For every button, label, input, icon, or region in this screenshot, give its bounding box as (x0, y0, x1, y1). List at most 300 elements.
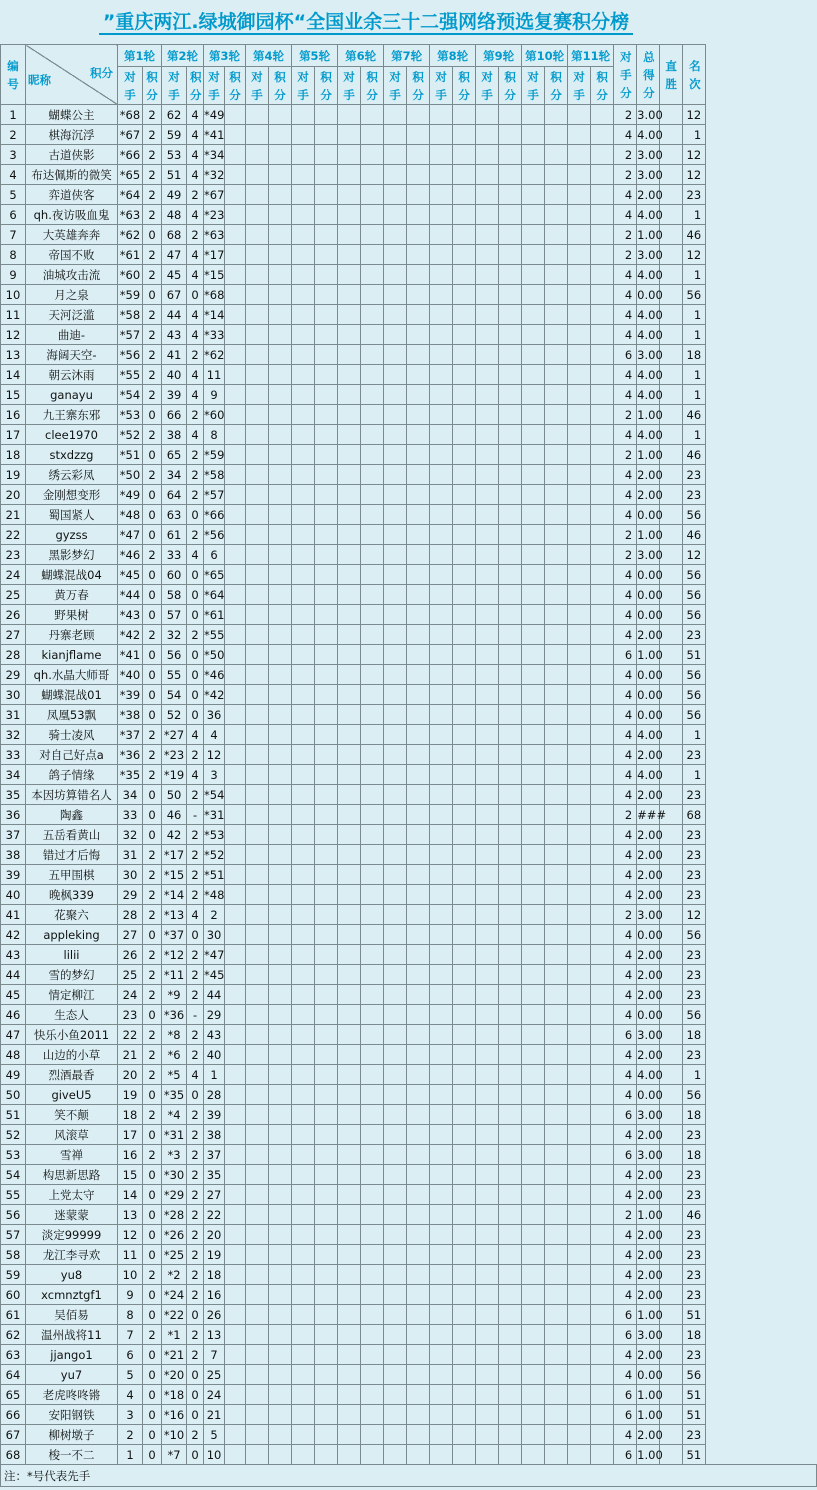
empty-cell (315, 805, 338, 825)
total-score: 3.00 (637, 165, 660, 185)
empty-cell (430, 505, 453, 525)
r2-opponent: *30 (162, 1165, 187, 1185)
empty-cell (407, 1245, 430, 1265)
table-row (1, 745, 817, 765)
r2-opponent: 47 (162, 245, 187, 265)
empty-cell (453, 1325, 476, 1345)
r3-opponent: *34 (204, 145, 225, 165)
empty-cell (246, 325, 269, 345)
empty-cell (522, 785, 545, 805)
empty-cell (568, 1025, 591, 1045)
table-row (1, 1285, 817, 1305)
r1-opponent: 23 (118, 1005, 143, 1025)
empty-cell (292, 145, 315, 165)
row-number: 6 (1, 205, 26, 225)
r3-opponent: 8 (204, 425, 225, 445)
table-row (1, 205, 817, 225)
empty-cell (407, 745, 430, 765)
empty-cell (499, 925, 522, 945)
empty-cell (292, 1185, 315, 1205)
r2-opponent: *11 (162, 965, 187, 985)
empty-cell (246, 1005, 269, 1025)
empty-cell (430, 205, 453, 225)
r1-points: 2 (143, 345, 162, 365)
empty-cell (453, 645, 476, 665)
head-to-head (660, 925, 683, 945)
empty-cell (384, 345, 407, 365)
empty-cell (499, 165, 522, 185)
empty-cell (591, 245, 614, 265)
empty-cell (430, 1105, 453, 1125)
empty-cell (269, 285, 292, 305)
empty-cell (225, 445, 246, 465)
r2-opponent: *15 (162, 865, 187, 885)
empty-cell (476, 1345, 499, 1365)
r2-points: 2 (187, 225, 204, 245)
nickname: 迷蒙蒙 (26, 1205, 118, 1225)
empty-cell (315, 1305, 338, 1325)
empty-cell (361, 1085, 384, 1105)
empty-cell (568, 1305, 591, 1325)
empty-cell (522, 1045, 545, 1065)
rank: 56 (683, 685, 706, 705)
empty-cell (545, 725, 568, 745)
row-number: 36 (1, 805, 26, 825)
r2-opponent: *10 (162, 1425, 187, 1445)
rank: 56 (683, 505, 706, 525)
empty-cell (545, 1205, 568, 1225)
empty-cell (568, 365, 591, 385)
empty-cell (246, 585, 269, 605)
rank: 23 (683, 1185, 706, 1205)
opponent-score: 6 (614, 345, 637, 365)
empty-cell (384, 245, 407, 265)
empty-cell (361, 305, 384, 325)
r3-opponent: 4 (204, 725, 225, 745)
empty-cell (591, 425, 614, 445)
empty-cell (384, 365, 407, 385)
empty-cell (568, 805, 591, 825)
empty-cell (430, 1045, 453, 1065)
r1-opponent: 10 (118, 1265, 143, 1285)
empty-cell (315, 885, 338, 905)
empty-cell (430, 1345, 453, 1365)
empty-cell (338, 865, 361, 885)
r1-opponent: 17 (118, 1125, 143, 1145)
opponent-score: 4 (614, 505, 637, 525)
total-score: 3.00 (637, 245, 660, 265)
empty-cell (225, 625, 246, 645)
r1-opponent: *43 (118, 605, 143, 625)
empty-cell (269, 1345, 292, 1365)
head-to-head (660, 885, 683, 905)
r3-opponent: 10 (204, 1445, 225, 1465)
rank: 23 (683, 1225, 706, 1245)
r2-points: 2 (187, 965, 204, 985)
empty-cell (545, 1065, 568, 1085)
empty-cell (292, 1305, 315, 1325)
r2-opponent: 63 (162, 505, 187, 525)
empty-cell (591, 625, 614, 645)
empty-cell (453, 725, 476, 745)
empty-cell (246, 145, 269, 165)
empty-cell (591, 1225, 614, 1245)
empty-cell (315, 1365, 338, 1385)
empty-cell (476, 645, 499, 665)
empty-cell (591, 485, 614, 505)
r1-points: 0 (143, 485, 162, 505)
empty-cell (407, 1105, 430, 1125)
empty-cell (338, 325, 361, 345)
empty-cell (269, 945, 292, 965)
r1-opponent: *46 (118, 545, 143, 565)
r1-points: 2 (143, 845, 162, 865)
empty-cell (225, 1165, 246, 1185)
empty-cell (407, 1325, 430, 1345)
empty-cell (476, 1425, 499, 1445)
empty-cell (246, 1245, 269, 1265)
empty-cell (591, 545, 614, 565)
head-to-head (660, 525, 683, 545)
empty-cell (225, 1305, 246, 1325)
empty-cell (545, 285, 568, 305)
opponent-score: 2 (614, 805, 637, 825)
opponent-score: 6 (614, 1385, 637, 1405)
nickname: 烈酒最香 (26, 1065, 118, 1085)
total-score: 3.00 (637, 1025, 660, 1045)
empty-cell (453, 845, 476, 865)
r2-points: 0 (187, 705, 204, 725)
empty-cell (361, 325, 384, 345)
table-row (1, 1065, 817, 1085)
empty-cell (269, 385, 292, 405)
empty-cell (476, 1065, 499, 1085)
empty-cell (522, 1325, 545, 1345)
empty-cell (225, 325, 246, 345)
head-to-head (660, 1445, 683, 1465)
empty-cell (269, 745, 292, 765)
rank: 1 (683, 765, 706, 785)
r2-opponent: 48 (162, 205, 187, 225)
empty-cell (384, 265, 407, 285)
empty-cell (292, 465, 315, 485)
empty-cell (453, 1105, 476, 1125)
r3-opponent: 13 (204, 1325, 225, 1345)
points-subheader: 积分 (453, 67, 476, 105)
empty-cell (453, 485, 476, 505)
r2-opponent: *23 (162, 745, 187, 765)
r2-points: 2 (187, 1425, 204, 1445)
opponent-subheader: 对手 (246, 67, 269, 105)
empty-cell (545, 1285, 568, 1305)
empty-cell (315, 385, 338, 405)
empty-cell (384, 305, 407, 325)
empty-cell (361, 165, 384, 185)
empty-cell (246, 265, 269, 285)
empty-cell (269, 1425, 292, 1445)
empty-cell (269, 325, 292, 345)
opponent-score: 2 (614, 105, 637, 125)
empty-cell (361, 1245, 384, 1265)
total-score: 1.00 (637, 225, 660, 245)
header-number: 编号 (1, 45, 26, 105)
empty-cell (591, 365, 614, 385)
empty-cell (225, 1225, 246, 1245)
empty-cell (568, 905, 591, 925)
row-number: 25 (1, 585, 26, 605)
r2-opponent: 38 (162, 425, 187, 445)
nickname: 山边的小草 (26, 1045, 118, 1065)
empty-cell (591, 345, 614, 365)
empty-cell (453, 665, 476, 685)
r2-points: 2 (187, 1265, 204, 1285)
empty-cell (407, 1185, 430, 1205)
r2-opponent: 46 (162, 805, 187, 825)
r3-opponent: *56 (204, 525, 225, 545)
empty-cell (453, 1445, 476, 1465)
empty-cell (476, 185, 499, 205)
head-to-head (660, 1305, 683, 1325)
empty-cell (430, 825, 453, 845)
empty-cell (384, 485, 407, 505)
empty-cell (225, 525, 246, 545)
empty-cell (225, 1385, 246, 1405)
r1-points: 0 (143, 525, 162, 545)
empty-cell (453, 285, 476, 305)
empty-cell (545, 1345, 568, 1365)
empty-cell (476, 865, 499, 885)
empty-cell (568, 625, 591, 645)
r1-opponent: 15 (118, 1165, 143, 1185)
empty-cell (591, 525, 614, 545)
empty-cell (225, 1045, 246, 1065)
table-row (1, 945, 817, 965)
table-row (1, 325, 817, 345)
table-row (1, 125, 817, 145)
r2-points: 2 (187, 1185, 204, 1205)
round-header: 第11轮 (568, 45, 614, 67)
opponent-score: 2 (614, 1205, 637, 1225)
empty-cell (522, 745, 545, 765)
empty-cell (430, 185, 453, 205)
empty-cell (545, 845, 568, 865)
opponent-score: 4 (614, 385, 637, 405)
empty-cell (361, 725, 384, 745)
head-to-head (660, 665, 683, 685)
table-row (1, 1165, 817, 1185)
empty-cell (384, 825, 407, 845)
row-number: 16 (1, 405, 26, 425)
opponent-score: 4 (614, 305, 637, 325)
rank: 23 (683, 625, 706, 645)
row-number: 58 (1, 1245, 26, 1265)
empty-cell (430, 1245, 453, 1265)
empty-cell (407, 385, 430, 405)
points-subheader: 积分 (407, 67, 430, 105)
empty-cell (338, 185, 361, 205)
r1-opponent: *50 (118, 465, 143, 485)
nickname: 布达佩斯的微笑 (26, 165, 118, 185)
empty-cell (225, 1425, 246, 1445)
empty-cell (499, 1285, 522, 1305)
empty-cell (499, 865, 522, 885)
r1-opponent: 4 (118, 1385, 143, 1405)
head-to-head (660, 385, 683, 405)
opponent-score: 4 (614, 765, 637, 785)
empty-cell (246, 1405, 269, 1425)
round-header: 第5轮 (292, 45, 338, 67)
empty-cell (591, 1245, 614, 1265)
total-score: 4.00 (637, 125, 660, 145)
empty-cell (522, 165, 545, 185)
empty-cell (499, 1225, 522, 1245)
empty-cell (522, 685, 545, 705)
empty-cell (545, 1025, 568, 1045)
table-row (1, 805, 817, 825)
empty-cell (225, 365, 246, 385)
head-to-head (660, 245, 683, 265)
r1-opponent: 29 (118, 885, 143, 905)
table-row (1, 865, 817, 885)
empty-cell (315, 545, 338, 565)
total-score: 2.00 (637, 1225, 660, 1245)
opponent-subheader: 对手 (430, 67, 453, 105)
rank: 23 (683, 965, 706, 985)
r1-opponent: 24 (118, 985, 143, 1005)
empty-cell (315, 745, 338, 765)
empty-cell (269, 1085, 292, 1105)
empty-cell (545, 385, 568, 405)
table-row (1, 145, 817, 165)
r1-points: 2 (143, 725, 162, 745)
empty-cell (545, 205, 568, 225)
r2-points: 2 (187, 1205, 204, 1225)
total-score: 3.00 (637, 545, 660, 565)
empty-cell (407, 1345, 430, 1365)
empty-cell (522, 1125, 545, 1145)
opponent-score: 4 (614, 845, 637, 865)
r1-opponent: *52 (118, 425, 143, 445)
empty-cell (269, 1205, 292, 1225)
empty-cell (522, 1265, 545, 1285)
empty-cell (568, 1105, 591, 1125)
empty-cell (384, 1165, 407, 1185)
r2-points: 2 (187, 345, 204, 365)
empty-cell (246, 925, 269, 945)
table-row (1, 1205, 817, 1225)
r2-points: 4 (187, 905, 204, 925)
empty-cell (225, 1205, 246, 1225)
row-number: 45 (1, 985, 26, 1005)
empty-cell (476, 105, 499, 125)
empty-cell (225, 1145, 246, 1165)
r1-points: 0 (143, 1085, 162, 1105)
empty-cell (338, 545, 361, 565)
empty-cell (545, 1225, 568, 1245)
rank: 46 (683, 1205, 706, 1225)
empty-cell (292, 545, 315, 565)
empty-cell (476, 265, 499, 285)
opponent-score: 4 (614, 1065, 637, 1085)
empty-cell (545, 1145, 568, 1165)
empty-cell (545, 1105, 568, 1125)
empty-cell (453, 1205, 476, 1225)
r3-opponent: 21 (204, 1405, 225, 1425)
empty-cell (338, 1405, 361, 1425)
empty-cell (225, 805, 246, 825)
r1-points: 2 (143, 145, 162, 165)
empty-cell (315, 105, 338, 125)
empty-cell (522, 565, 545, 585)
table-row (1, 405, 817, 425)
opponent-score: 4 (614, 285, 637, 305)
empty-cell (476, 1305, 499, 1325)
empty-cell (315, 405, 338, 425)
nickname: gyzss (26, 525, 118, 545)
table-row (1, 1305, 817, 1325)
empty-cell (361, 425, 384, 445)
empty-cell (476, 545, 499, 565)
row-number: 56 (1, 1205, 26, 1225)
total-score: 2.00 (637, 825, 660, 845)
nickname: 丹寨老顾 (26, 625, 118, 645)
empty-cell (499, 1345, 522, 1365)
r3-opponent: *31 (204, 805, 225, 825)
r1-opponent: *39 (118, 685, 143, 705)
empty-cell (545, 1185, 568, 1205)
empty-cell (407, 645, 430, 665)
empty-cell (522, 765, 545, 785)
empty-cell (499, 425, 522, 445)
empty-cell (338, 825, 361, 845)
nickname: 黑影梦幻 (26, 545, 118, 565)
empty-cell (361, 245, 384, 265)
empty-cell (499, 645, 522, 665)
empty-cell (453, 125, 476, 145)
opponent-score: 6 (614, 1145, 637, 1165)
empty-cell (568, 1005, 591, 1025)
r1-opponent: *35 (118, 765, 143, 785)
empty-cell (338, 365, 361, 385)
rank: 18 (683, 1025, 706, 1045)
round-header: 第1轮 (118, 45, 162, 67)
rank: 56 (683, 665, 706, 685)
nickname: 凤凰53飘 (26, 705, 118, 725)
empty-cell (453, 245, 476, 265)
r2-opponent: *24 (162, 1285, 187, 1305)
opponent-score: 4 (614, 985, 637, 1005)
empty-cell (338, 125, 361, 145)
rank: 23 (683, 745, 706, 765)
empty-cell (545, 265, 568, 285)
empty-cell (430, 145, 453, 165)
r2-opponent: 61 (162, 525, 187, 545)
empty-cell (499, 1165, 522, 1185)
empty-cell (591, 1305, 614, 1325)
empty-cell (246, 1125, 269, 1145)
empty-cell (522, 1345, 545, 1365)
points-subheader: 积分 (499, 67, 522, 105)
empty-cell (522, 265, 545, 285)
empty-cell (338, 445, 361, 465)
empty-cell (407, 1125, 430, 1145)
empty-cell (292, 665, 315, 685)
empty-cell (361, 825, 384, 845)
r3-opponent: 2 (204, 905, 225, 925)
nickname: 棋海沉浮 (26, 125, 118, 145)
empty-cell (522, 825, 545, 845)
empty-cell (476, 365, 499, 385)
